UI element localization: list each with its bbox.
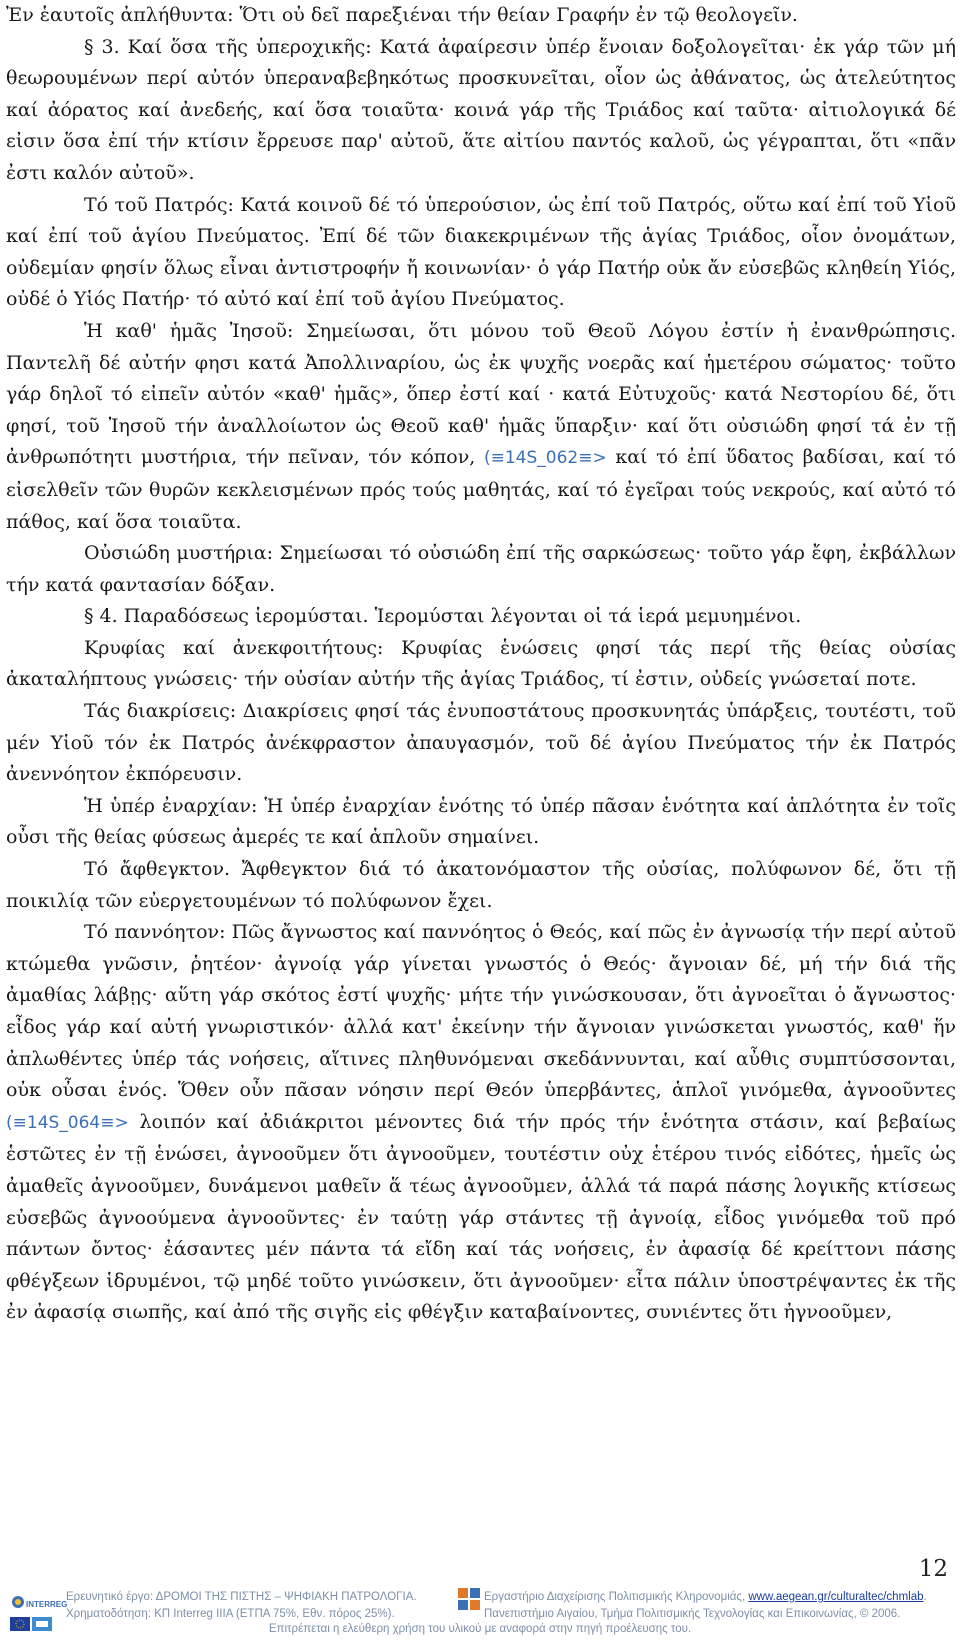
paragraph — [6, 316, 956, 538]
footer-funding-info — [66, 1589, 417, 1623]
paragraph-text: Οὐσιώδη μυστήρια: Σημείωσαι τό οὐσιώδη ἐπί τῆς σαρκώσεως· τοῦτο γάρ ἔφη, ἐκβάλλων τήν κατά φαντασίαν δόξαν. — [6, 542, 956, 596]
footer-project-line: Ερευνητικό έργο: ΔΡΟΜΟΙ ΤΗΣ ΠΙΣΤΗΣ – ΨΗΦΙΑΚΗ ΠΑΤΡΟΛΟΓΙΑ. — [66, 1591, 417, 1603]
footer-license-line: Επιτρέπεται η ελεύθερη χρήση του υλικού με αναφορά στην πηγή προέλευσης του. — [268, 1623, 692, 1635]
paragraph — [6, 854, 956, 917]
footer-lab-name: Εργαστήριο Διαχείρισης Πολιτισμικής Κληρονομιάς, — [484, 1591, 749, 1603]
paragraph-text: Τό τοῦ Πατρός: Κατά κοινοῦ δέ τό ὑπερούσιον, ὡς ἐπί τοῦ Πατρός, οὕτω καί ἐπί τοῦ Υἱοῦ καί ἐπί τοῦ ἁγίου Πνεύματος. Ἐπί δέ τῶν διακεκριμένων τῆς ἁγίας Τριάδος, οἷον ὀνομάτων, οὐδεμίαν φησίν ὅλως εἶναι ἀντιστροφήν ἤ κοινωνίαν· ὁ γάρ Πατήρ οὐκ ἄν εὐσεβῶς κληθείη Υἱός, οὐδέ ὁ Υἱός Πατήρ· τό αὐτό καί ἐπί τοῦ ἁγίου Πνεύματος. — [6, 193, 956, 311]
paragraph-text: Ἐν ἑαυτοῖς ἀπλήθυντα: Ὅτι οὐ δεῖ παρεξιέναι τήν θείαν Γραφήν ἐν τῷ θεολογεῖν. — [6, 4, 798, 26]
paragraph-text: Τό παννόητον: Πῶς ἄγνωστος καί παννόητος ὁ Θεός, καί πῶς ἐν ἀγνωσίᾳ τήν περί αὐτοῦ κτώμεθα γνῶσιν, ῥητέον· ἀγνοίᾳ γάρ γίνεται γνωστός ὁ Θεός· ἄγνοιαν δέ, μή τήν διά τῆς ἀμαθίας λάβῃς· αὕτη γάρ σκότος ἐστί ψυχῆς· μήτε τήν γινώσκουσαν, ὅτι ἀγνοεῖται ὁ ἄγνωστος· εἶδος γάρ καί αὐτή γνωριστικόν· ἀλλά κατ' ἐκείνην τήν ἄγνοιαν γινώσκεται γνωστός, καθ' ἥν ἀπλωθέντες ὑπέρ τάς νοήσεις, αἵτινες πληθυνόμεναι σκεδάννυνται, καί αὖθις συμπτύσσονται, οὐκ οὖσαι ἑνός. Ὅθεν οὖν πᾶσαν νόησιν περί Θεόν ὑπερβάντες, ἁπλοῖ γινόμεθα, ἀγνοοῦντες — [6, 921, 956, 1102]
svg-text:INTERREG: INTERREG — [26, 1600, 68, 1609]
paragraph — [6, 791, 956, 854]
paragraph-text: Τό ἄφθεγκτον. Ἄφθεγκτον διά τό ἀκατονόμαστον τῆς οὐσίας, πολύφωνον δέ, ὅτι τῇ ποικιλίᾳ τῶν εὐεργετουμένων τό πολύφωνον ἔχει. — [6, 858, 956, 912]
paragraph-text: λοιπόν καί ἀδιάκριτοι μένοντες διά τήν πρός τήν ἑνότητα στάσιν, καί βεβαίως ἑστῶτες ἐν τῇ ἑνώσει, ἀγνοοῦμεν ὅτι ἀγνοοῦμεν, τουτέστιν οὐχ ἑτέρου τινός εἰδότες, ἡμεῖς ὡς ἀμαθεῖς ἀγνοοῦμεν, δυνάμενοι μαθεῖν ἅ τέως ἀγνοοῦμεν, ἀλλά τά παρά πάσης λογικῆς κτίσεως εὐσεβῶς ἀγνοούμενα ἀγνοοῦντες· ἐν ταύτῃ γάρ στάντες τῇ ἀγνοίᾳ, εἶδος γινόμεθα τοῦ πρό πάντων ὄντος· ἐάσαντες μέν πάντα τά εἴδη καί τάς νοήσεις, ἐν ἀφασίᾳ δέ κρείττονι πάσης φθέγξεων ἱδρυμένοι, τῷ μηδέ τοῦτο γινώσκειν, ὅτι ἀγνοοῦμεν· εἶτα πάλιν ὑποστρέψαντες ἐκ τῆς ἐν ἀφασίᾳ σιωπῆς, καί ἀπό τῆς σιγῆς εἰς φθέγξιν καταβαίνοντες, συνιέντες ὅτι ἠγνοοῦμεν, — [6, 1110, 956, 1324]
paragraph-text: Ἡ ὑπέρ ἐναρχίαν: Ἡ ὑπέρ ἐναρχίαν ἑνότης τό ὑπέρ πᾶσαν ἑνότητα καί ἁπλότητα ἐν τοῖς οὖσι τῆς θείας φύσεως ἀμερές τε καί ἁπλοῦν σημαίνει. — [6, 794, 956, 849]
paragraph — [6, 32, 956, 190]
footer-lab-link[interactable]: www.aegean.gr/culturaltec/chmlab — [748, 1591, 924, 1603]
page-reference-marker: (≡14S_064≡> — [6, 1112, 129, 1133]
page-number: 12 — [918, 1556, 948, 1582]
paragraph-text: Κρυφίας καί ἀνεκφοιτήτους: Κρυφίας ἑνώσεις φησί τάς περί τῆς θείας οὐσίας ἀκαταλήπτους γνώσεις· τήν οὐσίαν αὐτήν τῆς ἁγίας Τριάδος, τί ἐστιν, οὐδείς γνώσεταί ποτε. — [6, 636, 956, 691]
paragraph — [6, 190, 956, 316]
paragraph-text: § 4. Παραδόσεως ἱερομύσται. Ἱερομύσται λέγονται οἱ τά ἱερά μεμυημένοι. — [84, 605, 802, 628]
paragraph — [6, 538, 956, 601]
page-footer — [0, 1584, 960, 1647]
paragraph — [6, 0, 956, 32]
interreg-logo-icon — [10, 1588, 68, 1616]
paragraph — [6, 601, 956, 633]
lab-logo-icon — [458, 1588, 480, 1610]
paragraph-text: καί τό ἐπί ὕδατος βαδίσαι, καί τό εἰσελθεῖν τῶν θυρῶν κεκλεισμένων πρός τούς μαθητάς, καί τό ἐγεῖραι τούς νεκρούς, καί αὐτό τό πάθος, καί ὅσα τοιαῦτα. — [6, 446, 957, 533]
paragraph-text: Ἡ καθ' ἡμᾶς Ἰησοῦ: Σημείωσαι, ὅτι μόνου τοῦ Θεοῦ Λόγου ἐστίν ἡ ἐνανθρώπησις. Παντελῆ δέ αὐτήν φησι κατά Ἀπολλιναρίου, ὡς ἐκ ψυχῆς νοερᾶς καί ἡμετέρου σώματος· τοῦτο γάρ δηλοῖ τό εἰπεῖν αὐτόν «καθ' ἡμᾶς», ὅπερ ἐστί καί · κατά Εὐτυχοῦς· κατά Νεστορίου δέ, ὅτι φησί, τοῦ Ἰησοῦ τήν ἀναλλοίωτον ὡς Θεοῦ καθ' ἡμᾶς ὕπαρξιν· καί ὅτι οὐσιώδη φησί τά ἐν τῇ ἀνθρωπότητι μυστήρια, τήν πεῖναν, τόν κόπον, — [6, 319, 956, 469]
footer-lab-line — [484, 1589, 927, 1606]
paragraph-text: § 3. Καί ὅσα τῆς ὑπεροχικῆς: Κατά ἀφαίρεσιν ὑπέρ ἔνοιαν δοξολογεῖται· ἐκ γάρ τῶν μή θεωρουμένων περί αὐτόν ὑπεραναβεβηκότως προσκυνεῖται, οἷον ὡς ἀθάνατος, ὡς ἀτελεύτητος καί ἀόρατος καί ἀνεδεής, καί ὅσα τοιαῦτα· κοινά γάρ τῆς Τριάδος καί ταῦτα· αἰτιολογικά δέ εἰσιν ὅσα ἐπί τήν κτίσιν ἔρρευσε παρ' αὐτοῦ, ἅτε αἰτίου παντός καλοῦ, ὡς γέγραπται, ὅτι «πᾶν ἐστι καλόν αὐτοῦ». — [6, 35, 956, 184]
page-reference-marker: (≡14S_062≡> — [483, 448, 607, 469]
paragraph — [6, 633, 956, 696]
document-body — [6, 0, 956, 1329]
footer-university-line: Πανεπιστήμιο Αιγαίου, Τμήμα Πολιτισμικής Τεχνολογίας και Επικοινωνίας, © 2006. — [484, 1608, 901, 1620]
paragraph — [6, 917, 956, 1329]
footer-funding-line: Χρηματοδότηση: ΚΠ Interreg IIIA (ΕΤΠΑ 75%, Εθν. πόρος 25%). — [66, 1608, 395, 1620]
footer-lab-period: . — [923, 1591, 927, 1603]
paragraph — [6, 696, 956, 791]
paragraph-text: Τάς διακρίσεις: Διακρίσεις φησί τάς ἐνυποστάτους προσκυνητάς ὑπάρξεις, τουτέστι, τοῦ μέν Υἱοῦ τόν ἐκ Πατρός ἀνέκφραστον ἀπαυγασμόν, τοῦ δέ ἁγίου Πνεύματος τήν ἐκ Πατρός ἀνεννόητον ἐκπόρευσιν. — [6, 700, 956, 786]
footer-lab-info — [484, 1589, 927, 1623]
